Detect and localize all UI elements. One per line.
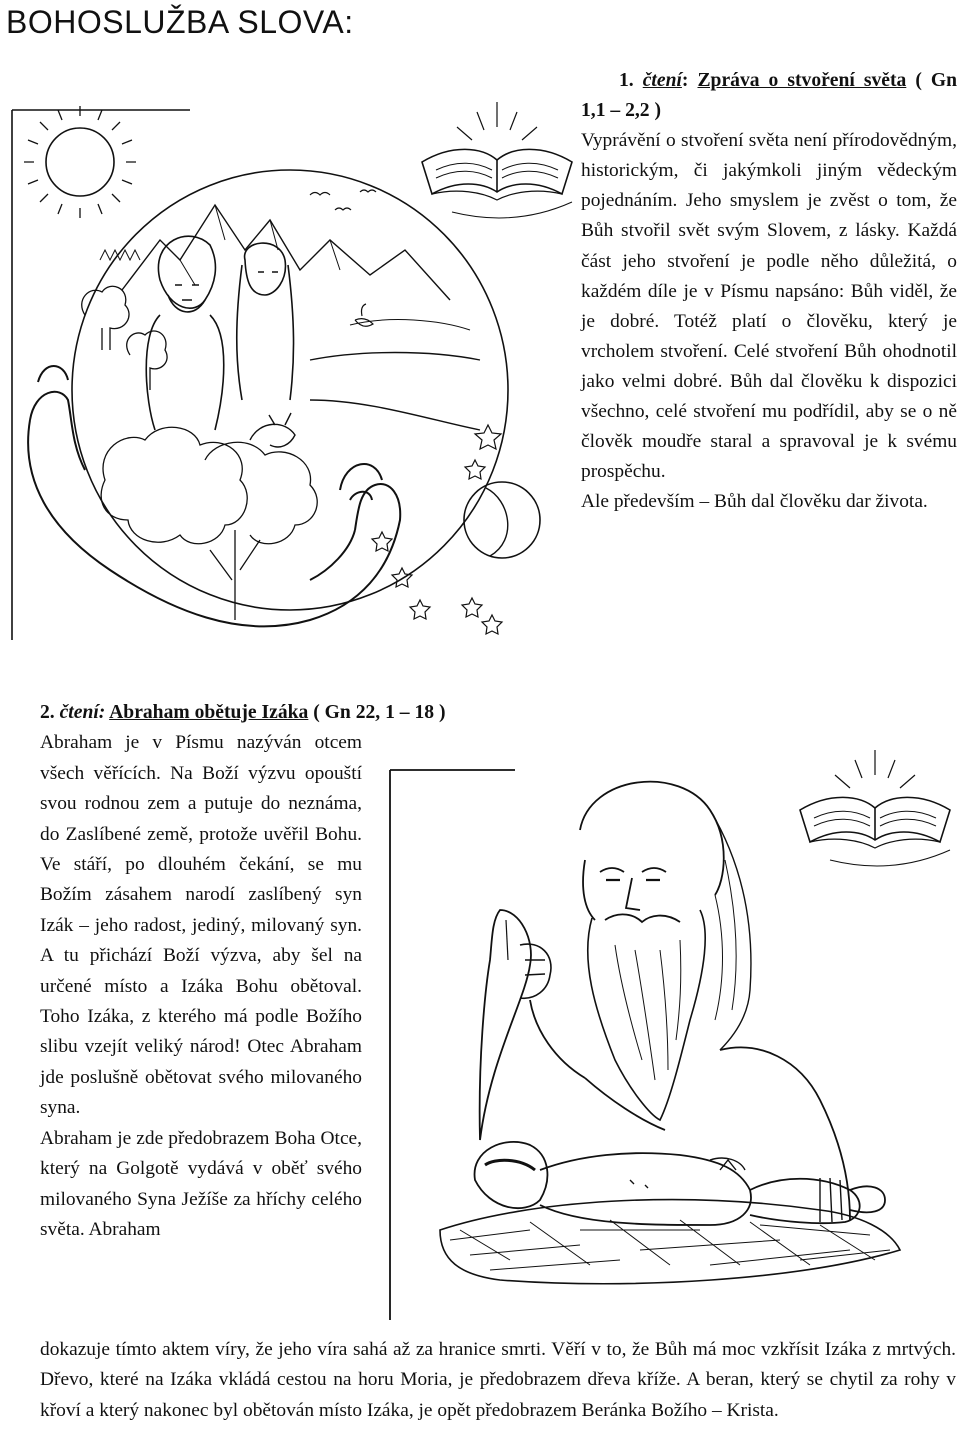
reading-2-number: 2. — [40, 702, 55, 723]
reading-1-heading — [581, 66, 957, 126]
reading-2-heading — [40, 698, 600, 728]
abraham-isaac-illustration — [380, 760, 940, 1325]
reading-2-label: čtení: — [59, 702, 106, 723]
reading-2-title: Abraham obětuje Izáka — [109, 702, 309, 723]
moon-icon — [464, 482, 540, 558]
reading-2-continuation: dokazuje tímto aktem víry, že jeho víra sahá až za hranice smrti. Věří v to, že Bůh má moc vzkřísit Izáka z mrtvých. Dřevo, které na Izáka vkládá cestou na horu Moria, je předobrazem dřeva kříže. A beran, který se chytil za rohy v křoví a který nakonec byl obětován místo Izáka, je opět předobrazem Beránka Božího – Krista. — [40, 1339, 956, 1421]
reading-2-paragraph: Abraham je v Písmu nazýván otcem všech věřících. Na Boží výzvu opouští svou rodnou zem a putuje do neznáma, do Zaslíbené země, protože uvěřil Bohu. Ve stáří, po dlouhém čekání, se mu Božím zásahem narodí zaslíbený syn Izák – jeho radost, jediný, milovaný syn. A tu přichází Boží výzva, aby šel na určené místo a Izáka Bohu obětoval. Toho Izáka, z kterého má podle Božího slibu vzejít veliký národ! Otec Abraham jde poslušně obětovat svého milovaného syna. — [40, 732, 362, 1119]
reading-1-reference: ( Gn 1,1 – 2,2 ) — [581, 70, 958, 122]
sun-icon — [24, 106, 136, 218]
reading-1-colon: : — [681, 70, 689, 91]
reading-1-label: čtení — [642, 70, 682, 91]
reading-1-number: 1. — [619, 70, 634, 91]
reading-2-paragraph: Abraham je zde předobrazem Boha Otce, který na Golgotě vydává v oběť svého milovaného Syna Ježíše za hříchy celého světa. Abraham — [40, 1127, 362, 1240]
reading-1-section — [581, 66, 957, 517]
open-book-icon — [412, 92, 582, 222]
reading-1-paragraph: Ale především – Bůh dal člověku dar života. — [581, 491, 928, 513]
reading-1-title: Zpráva o stvoření světa — [697, 70, 907, 91]
reading-2-reference: ( Gn 22, 1 – 18 ) — [313, 702, 446, 723]
reading-1-paragraph: Vyprávění o stvoření světa není přírodovědným, historickým, či jakýmkoli jiným vědeckým pojednáním. Jeho smyslem je zvěst o tom, že Bůh stvořil svět svým Slovem, z lásky. Každá část jeho stvoření je podle něho důležitá, o každém díle je v Písmu napsáno: Bůh viděl, že je dobré. Totéž platí o člověku, který je vrcholem stvoření. Celé stvoření Bůh ohodnotil jako velmi dobré. Bůh dal člověku k dispozici všechno, celé stvoření mu podřídil, aby se o ně člověk moudře staral a spravoval je k svému prospěchu. — [581, 130, 957, 483]
page-title: BOHOSLUŽBA SLOVA: — [6, 4, 354, 40]
reading-2-section — [40, 698, 446, 1245]
stars-icon — [372, 425, 502, 634]
